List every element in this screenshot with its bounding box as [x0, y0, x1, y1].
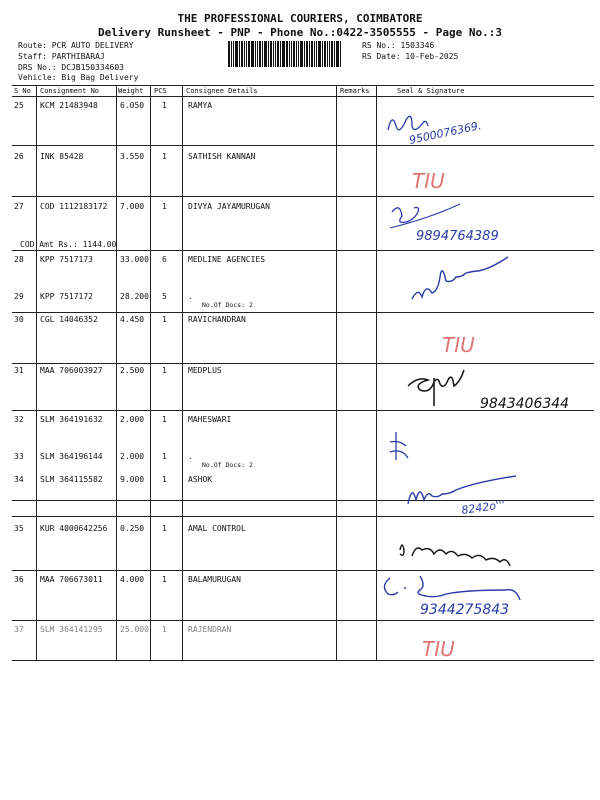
row-pcs: 1: [162, 415, 167, 424]
table-rule: [12, 660, 594, 661]
table-rule: [12, 196, 594, 197]
row-sno: 26: [14, 152, 24, 161]
row-weight: 2.500: [120, 366, 145, 375]
signature-32: [386, 428, 426, 468]
row-consignee: MAHESWARI: [188, 415, 232, 424]
cod-amount: COD Amt Rs.: 1144.00: [20, 240, 117, 249]
signature-27: [386, 198, 526, 248]
row-consignment-no: MAA 706003927: [40, 366, 103, 375]
sig27-phone: 9894764389: [416, 229, 499, 244]
signature-34: [402, 470, 552, 520]
row-sno: 36: [14, 575, 24, 584]
svg-text:TIU: TIU: [412, 169, 445, 193]
row-consignee: ASHOK: [188, 475, 213, 484]
row-weight: 3.550: [120, 152, 145, 161]
svg-text:TIU: TIU: [422, 637, 455, 661]
sig25-phone: 9500076369.: [407, 118, 483, 147]
row-consignment-no: COD 1112183172: [40, 202, 108, 211]
row-sno: 27: [14, 202, 24, 211]
row-sno: 33: [14, 452, 24, 461]
row-consignee: RAVICHANDRAN: [188, 315, 246, 324]
sig34-phone: 8242o''': [460, 498, 506, 517]
row-consignee: MEDPLUS: [188, 366, 222, 375]
rs-number: RS No.: 1503346: [362, 41, 435, 50]
row-weight: 25.000: [120, 625, 149, 634]
row-weight: 9.000: [120, 475, 145, 484]
svg-text:TIU: TIU: [442, 333, 475, 357]
row-pcs: 1: [162, 475, 167, 484]
vehicle-label: Vehicle: Big Bag Delivery: [18, 73, 139, 82]
row-consignee: DIVYA JAYAMURUGAN: [188, 202, 270, 211]
row-weight: 7.000: [120, 202, 145, 211]
barcode: [228, 41, 354, 67]
sig31-phone: 9843406344: [480, 396, 570, 412]
row-pcs: 1: [162, 575, 167, 584]
table-column-rule: [336, 85, 337, 660]
row-pcs: 1: [162, 315, 167, 324]
row-consignment-no: KPP 7517173: [40, 255, 93, 264]
table-rule: [12, 312, 594, 313]
table-rule: [12, 620, 594, 621]
row-pcs: 1: [162, 524, 167, 533]
col-sno: S No: [14, 87, 31, 95]
row-pcs: 1: [162, 625, 167, 634]
docs-count-29: No.Of Docs: 2: [202, 301, 253, 309]
row-pcs: 6: [162, 255, 167, 264]
table-rule: [12, 570, 594, 571]
row-sno: 35: [14, 524, 24, 533]
rs-date: RS Date: 10-Feb-2025: [362, 52, 459, 61]
col-consignee: Consignee Details: [186, 87, 258, 95]
row-sno: 30: [14, 315, 24, 324]
table-column-rule: [182, 85, 183, 660]
row-consignee: RAMYA: [188, 101, 213, 110]
runsheet-title: Delivery Runsheet - PNP - Phone No.:0422-3505555 - Page No.:3: [98, 26, 502, 39]
row-consignment-no: CGL 14046352: [40, 315, 98, 324]
col-remarks: Remarks: [340, 87, 370, 95]
row-weight: 2.000: [120, 452, 145, 461]
table-rule: [12, 85, 594, 86]
row-consignment-no: SLM 364141295: [40, 625, 103, 634]
row-consignee: RAJENDRAN: [188, 625, 232, 634]
row-weight: 28.200: [120, 292, 149, 301]
row-weight: 4.000: [120, 575, 145, 584]
tiu-mark-26: [410, 162, 470, 198]
row-pcs: 5: [162, 292, 167, 301]
row-consignee: AMAL CONTROL: [188, 524, 246, 533]
signature-36: [380, 572, 580, 620]
row-sno: 25: [14, 101, 24, 110]
row-pcs: 1: [162, 152, 167, 161]
row-consignment-no: SLM 364115582: [40, 475, 103, 484]
row-consignment-no: KCM 21483948: [40, 101, 98, 110]
row-consignment-no: SLM 364191632: [40, 415, 103, 424]
row-consignee: .: [188, 292, 193, 301]
table-column-rule: [376, 85, 377, 660]
row-weight: 4.450: [120, 315, 145, 324]
row-consignee: BALAMURUGAN: [188, 575, 241, 584]
tiu-mark-37: [420, 630, 480, 666]
sig36-phone: 9344275843: [420, 602, 510, 618]
table-column-rule: [116, 85, 117, 660]
row-pcs: 1: [162, 101, 167, 110]
row-consignment-no: MAA 706673011: [40, 575, 103, 584]
row-consignment-no: SLM 364196144: [40, 452, 103, 461]
drs-number: DRS No.: DCJB150334603: [18, 63, 124, 72]
table-column-rule: [36, 85, 37, 660]
company-title: THE PROFESSIONAL COURIERS, COIMBATORE: [177, 12, 423, 25]
row-sno: 32: [14, 415, 24, 424]
row-consignment-no: KUR 4000642256: [40, 524, 108, 533]
row-consignee: MEDLINE AGENCIES: [188, 255, 266, 264]
row-sno: 31: [14, 366, 24, 375]
row-sno: 29: [14, 292, 24, 301]
row-sno: 28: [14, 255, 24, 264]
table-column-rule: [150, 85, 151, 660]
row-sno: 34: [14, 475, 24, 484]
signature-28: [408, 255, 558, 305]
row-weight: 0.250: [120, 524, 145, 533]
col-pcs: PCS: [154, 87, 167, 95]
docs-count-33: No.Of Docs: 2: [202, 461, 253, 469]
tiu-mark-30: [440, 326, 500, 362]
signature-25: [380, 100, 540, 150]
row-consignment-no: INK 85428: [40, 152, 84, 161]
signature-35: [396, 536, 546, 568]
row-sno: 37: [14, 625, 24, 634]
row-pcs: 1: [162, 366, 167, 375]
row-weight: 33.000: [120, 255, 149, 264]
table-rule: [12, 250, 594, 251]
signature-31: [400, 360, 590, 416]
row-pcs: 1: [162, 202, 167, 211]
route-label: Route: PCR AUTO DELIVERY: [18, 41, 134, 50]
row-weight: 2.000: [120, 415, 145, 424]
row-weight: 6.050: [120, 101, 145, 110]
row-consignee: .: [188, 452, 193, 461]
row-consignee: SATHISH KANNAN: [188, 152, 256, 161]
row-consignment-no: KPP 7517172: [40, 292, 93, 301]
col-consignment: Consignment No: [40, 87, 100, 95]
staff-label: Staff: PARTHIBARAJ: [18, 52, 105, 61]
col-seal-signature: Seal & Signature: [397, 87, 465, 95]
col-weight: Weight: [118, 87, 144, 95]
row-pcs: 1: [162, 452, 167, 461]
table-rule: [12, 96, 594, 97]
